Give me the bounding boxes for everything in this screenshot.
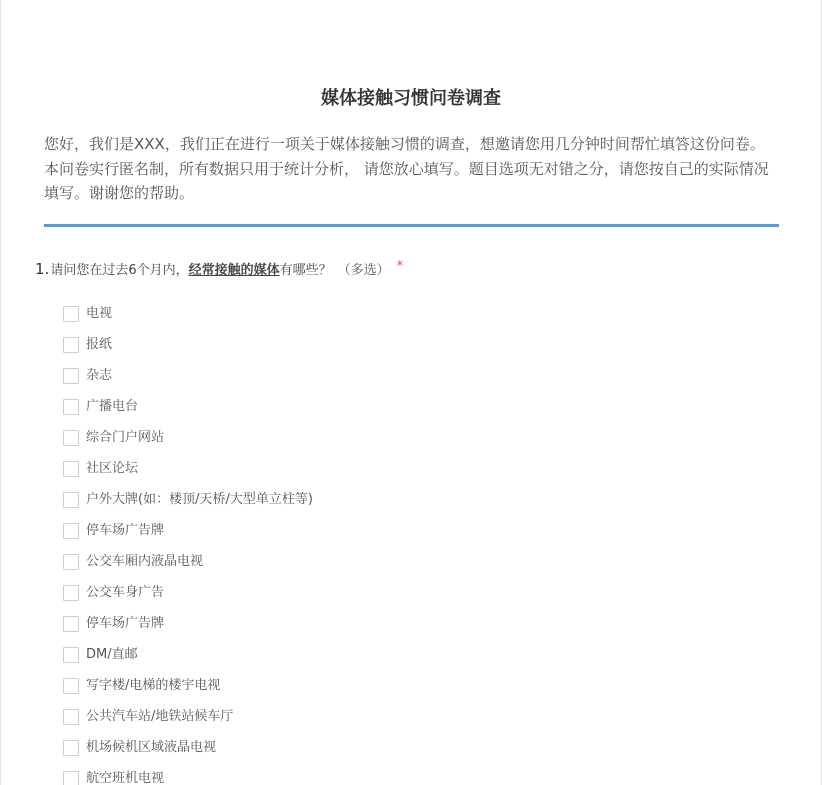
option-item[interactable] (63, 391, 313, 422)
checkbox[interactable] (63, 740, 79, 756)
survey-title: 媒体接触习惯问卷调查 (321, 88, 501, 109)
option-label[interactable]: DM/直邮 (86, 646, 138, 662)
option-item[interactable] (63, 298, 313, 329)
checkbox[interactable] (63, 399, 79, 415)
option-item[interactable] (63, 701, 313, 732)
option-label[interactable]: 航空班机电视 (86, 770, 165, 785)
checkbox[interactable] (63, 554, 79, 570)
option-item[interactable] (63, 639, 313, 670)
checkbox[interactable] (63, 492, 79, 508)
checkbox[interactable] (63, 616, 79, 632)
option-label[interactable]: 综合门户网站 (86, 429, 165, 445)
option-label[interactable]: 社区论坛 (86, 460, 139, 476)
option-label[interactable]: 公交车厢内液晶电视 (86, 553, 204, 569)
option-item[interactable] (63, 453, 313, 484)
checkbox[interactable] (63, 306, 79, 322)
checkbox[interactable] (63, 771, 79, 785)
option-label[interactable]: 户外大牌(如：楼顶/天桥/大型单立柱等) (86, 491, 313, 507)
checkbox[interactable] (63, 368, 79, 384)
required-mark: * (396, 259, 404, 274)
question-1 (35, 258, 795, 282)
checkbox[interactable] (63, 585, 79, 601)
option-item[interactable] (63, 329, 313, 360)
option-label[interactable]: 公交车身广告 (86, 584, 165, 600)
option-item[interactable] (63, 422, 313, 453)
checkbox[interactable] (63, 523, 79, 539)
option-label[interactable]: 电视 (86, 305, 113, 321)
option-label[interactable]: 停车场广告牌 (86, 522, 165, 538)
option-item[interactable] (63, 763, 313, 785)
question-hint: （多选） (337, 263, 390, 278)
checkbox[interactable] (63, 678, 79, 694)
option-item[interactable] (63, 577, 313, 608)
option-item[interactable] (63, 732, 313, 763)
question-number: 1. (35, 260, 50, 278)
option-label[interactable]: 杂志 (86, 367, 113, 383)
option-label[interactable]: 报纸 (86, 336, 113, 352)
checkbox[interactable] (63, 647, 79, 663)
option-item[interactable] (63, 608, 313, 639)
question-emphasis: 经常接触的媒体 (188, 263, 280, 278)
checkbox[interactable] (63, 337, 79, 353)
question-suffix: 有哪些？ (279, 263, 332, 278)
option-label[interactable]: 停车场广告牌 (86, 615, 165, 631)
title-divider (44, 224, 779, 227)
option-label[interactable]: 公共汽车站/地铁站候车厅 (86, 708, 234, 724)
option-item[interactable] (63, 670, 313, 701)
question-prefix: 请问您在过去6个月内， (50, 263, 189, 278)
checkbox[interactable] (63, 709, 79, 725)
survey-intro: 您好，我们是XXX，我们正在进行一项关于媒体接触习惯的调查，想邀请您用几分钟时间帮忙填答这份问卷。本问卷实行匿名制，所有数据只用于统计分析， 请您放心填写。题目选项无对错之分，请您按自己的实际情况填写。谢谢您的帮助。 (44, 135, 769, 202)
question-1-header (35, 258, 795, 282)
option-item[interactable] (63, 546, 313, 577)
option-item[interactable] (63, 515, 313, 546)
checkbox[interactable] (63, 461, 79, 477)
option-item[interactable] (63, 360, 313, 391)
checkbox[interactable] (63, 430, 79, 446)
option-label[interactable]: 广播电台 (86, 398, 139, 414)
option-item[interactable] (63, 484, 313, 515)
option-label[interactable]: 写字楼/电梯的楼宇电视 (86, 677, 221, 693)
option-label[interactable]: 机场候机区域液晶电视 (86, 739, 217, 755)
question-1-options (63, 298, 313, 785)
